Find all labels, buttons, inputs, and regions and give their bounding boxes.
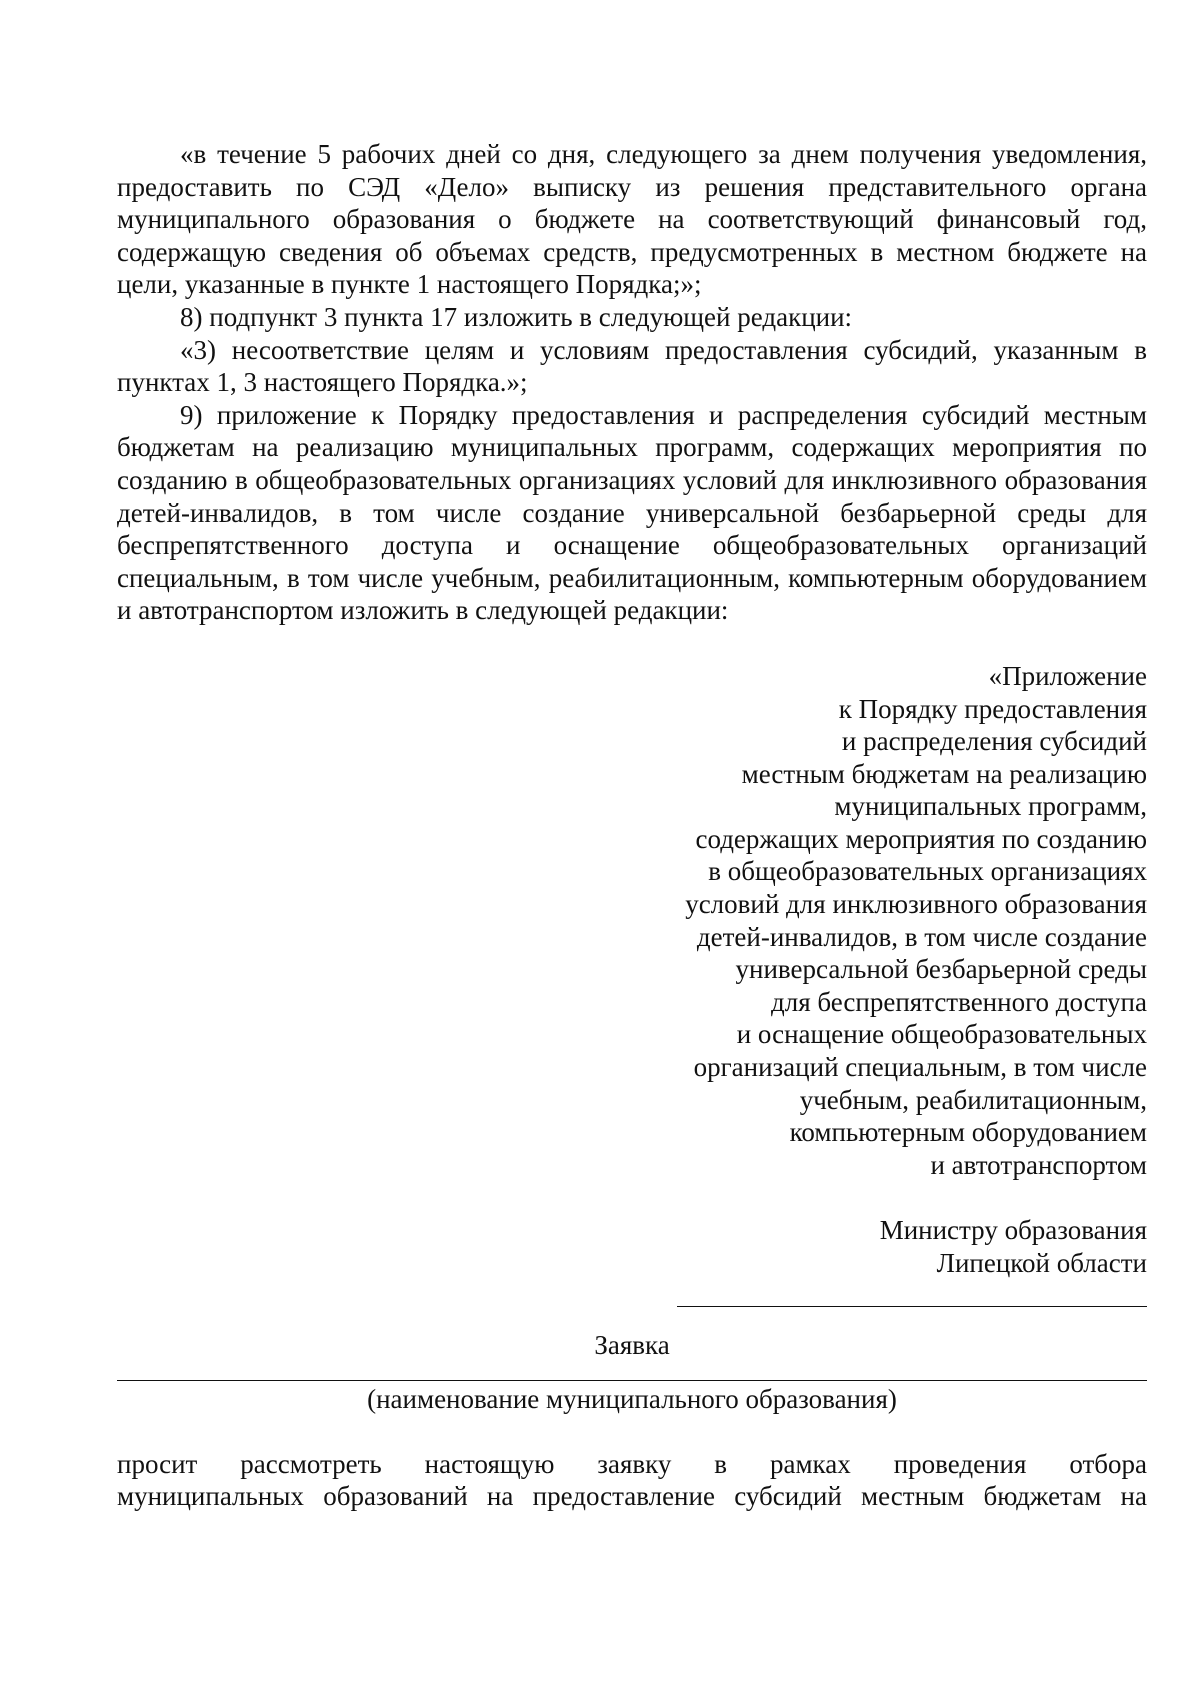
appendix-line: к Порядку предоставления [838, 693, 1147, 724]
appendix-line: условий для инклюзивного образования [685, 889, 1147, 920]
appendix-line: универсальной безбарьерной среды [735, 954, 1147, 985]
request-line: просит рассмотреть настоящую заявку в рамках проведения отбора [117, 1448, 1147, 1479]
addressee-block [117, 1214, 1147, 1279]
addressee-line: Министру образования [879, 1215, 1147, 1246]
municipality-caption: (наименование муниципального образования) [367, 1384, 897, 1415]
request-line: муниципальных образований на предоставление субсидий местным бюджетам на [117, 1481, 1147, 1512]
appendix-line: компьютерным оборудованием [789, 1117, 1147, 1148]
appendix-line: и распределения субсидий [841, 726, 1147, 757]
paragraph-subitem-3: «3) несоответствие целям и условиям предоставления субсидий, указанным в пунктах 1, 3 настоящего Порядка.»; [117, 334, 1147, 398]
appendix-line: для беспрепятственного доступа [770, 986, 1147, 1017]
appendix-line: детей-инвалидов, в том числе создание [696, 921, 1147, 952]
addressee-line: Липецкой области [936, 1248, 1147, 1278]
addressee-blank-line [677, 1306, 1147, 1307]
appendix-line: «Приложение [988, 660, 1147, 691]
appendix-line: местным бюджетам на реализацию [741, 758, 1147, 789]
appendix-line: и оснащение общеобразовательных [736, 1019, 1147, 1050]
paragraph-notification-deadline: «в течение 5 рабочих дней со дня, следующего за днем получения уведомления, предоставить по СЭД «Дело» выписку из решения представительного органа муниципального образования о бюджете на соответствующий финансовый год, содержащую сведения об объемах средств, предусмотренных в местном бюджете на цели, указанные в пункте 1 настоящего Порядка;»; [117, 139, 1147, 300]
appendix-line: учебным, реабилитационным, [799, 1084, 1147, 1115]
appendix-line: содержащих мероприятия по созданию [695, 823, 1147, 854]
municipality-blank-line [117, 1380, 1147, 1381]
form-title: Заявка [594, 1329, 670, 1360]
appendix-header [117, 660, 1147, 1182]
appendix-line: муниципальных программ, [834, 791, 1147, 822]
appendix-line: организаций специальным, в том числе [693, 1052, 1147, 1083]
appendix-line: в общеобразовательных организациях [708, 856, 1147, 887]
request-text [117, 1448, 1147, 1513]
paragraph-item-8: 8) подпункт 3 пункта 17 изложить в следующей редакции: [180, 301, 853, 332]
appendix-line: и автотранспортом [930, 1149, 1147, 1180]
document-page [117, 138, 1147, 1513]
paragraph-item-9: 9) приложение к Порядку предоставления и распределения субсидий местным бюджетам на реализацию муниципальных программ, содержащих мероприятия по созданию в общеобразовательных организациях условий для инклюзивного образования детей-инвалидов, в том числе создание универсальной безбарьерной среды для беспрепятственного доступа и оснащение общеобразовательных организаций специальным, в том числе учебным, реабилитационным, компьютерным оборудованием и автотранспортом изложить в следующей редакции: [117, 399, 1147, 626]
